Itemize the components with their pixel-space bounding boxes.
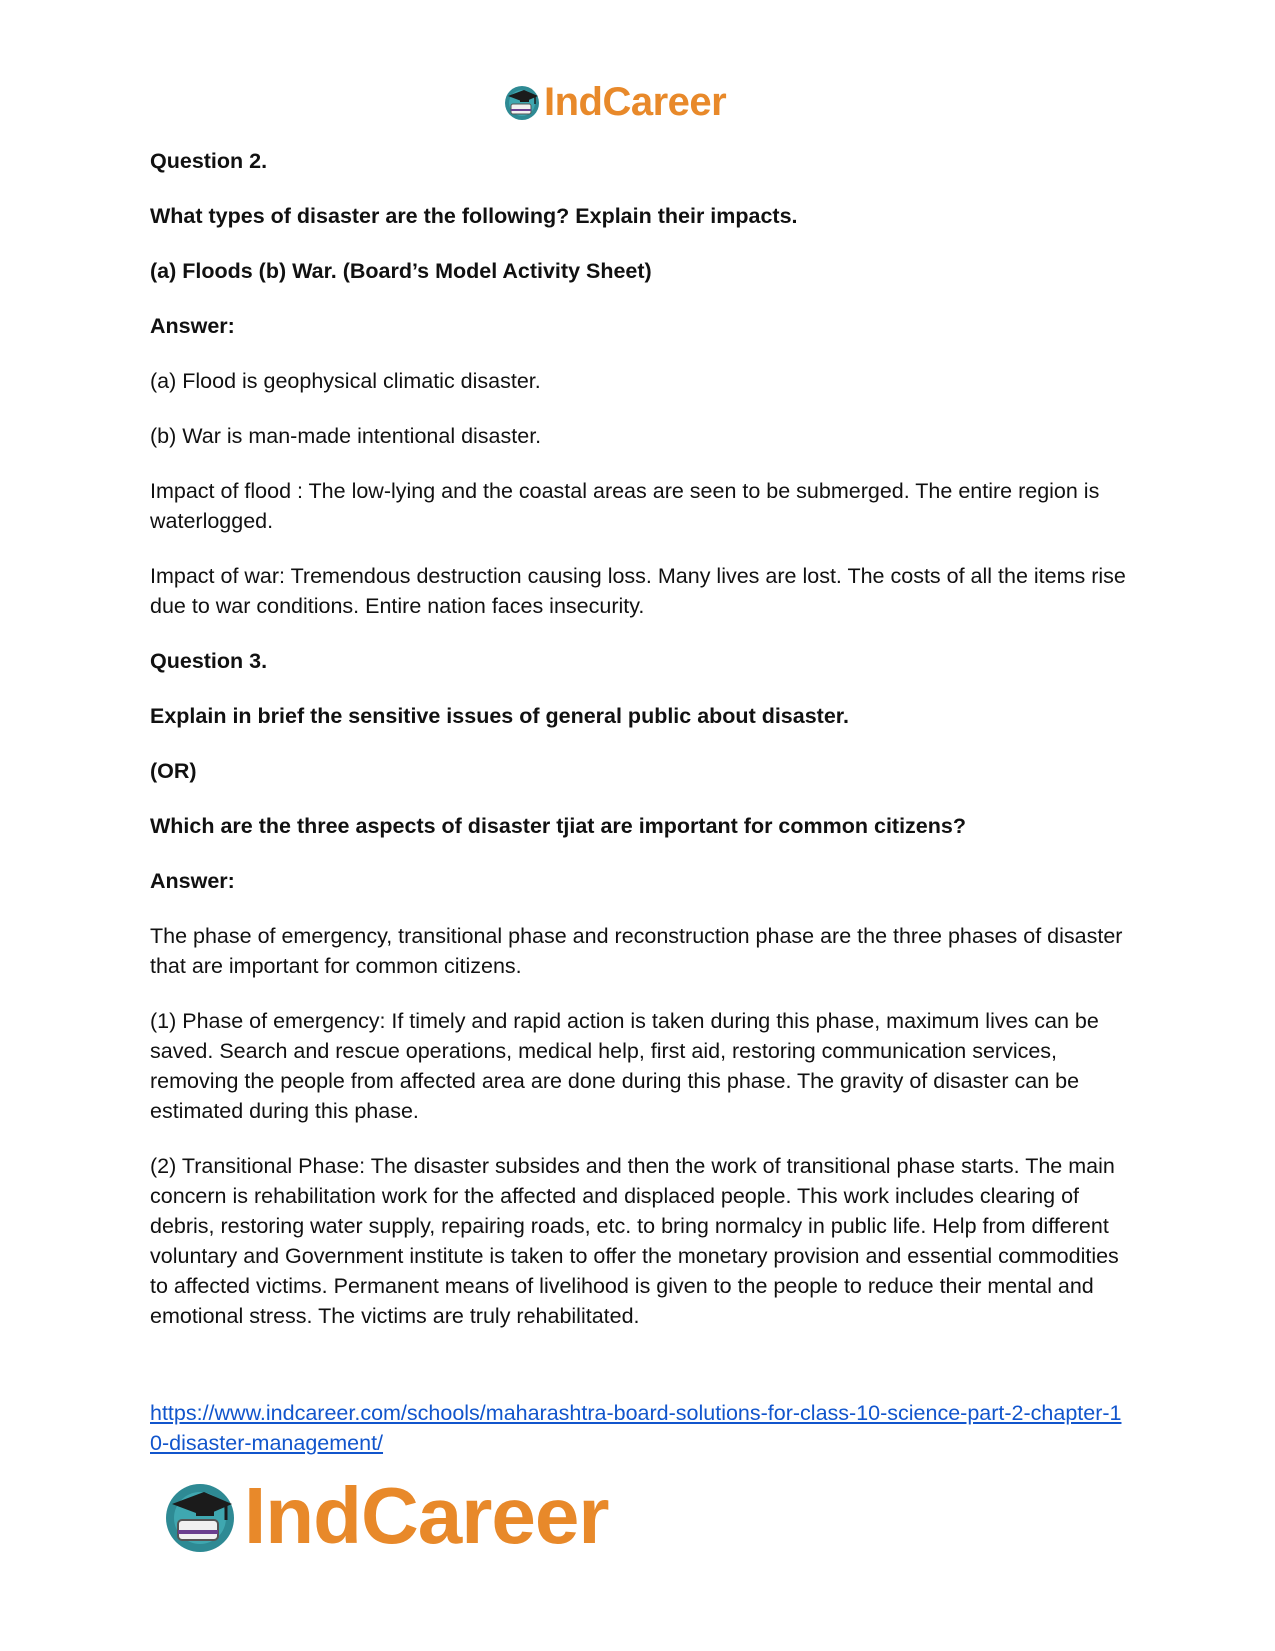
impact-of-war: Impact of war: Tremendous destruction causing loss. Many lives are lost. The costs of all the items rise due to war conditions. Entire nation faces insecurity.: [150, 564, 1126, 618]
header-logo: [502, 80, 726, 124]
graduation-cap-globe-icon: [160, 1476, 240, 1556]
logo-wordmark: IndCareer: [244, 1471, 609, 1560]
answer-2b: (b) War is man-made intentional disaster.: [150, 424, 542, 448]
question-2-subtext: (a) Floods (b) War. (Board’s Model Activity Sheet): [150, 259, 652, 283]
logo-wordmark: IndCareer: [544, 80, 727, 124]
question-2-heading: Question 2.: [150, 149, 268, 173]
answer-3-transitional-phase: (2) Transitional Phase: The disaster subsides and then the work of transitional phase starts. The main concern is rehabilitation work for the affected and displaced people. This work includes clearing of debris, restoring water supply, repairing roads, etc. to bring normalcy in public life. Help from different voluntary and Government institute is taken to offer the monetary provision and essential commodities to affected victims. Permanent means of livelihood is given to the people to reduce their mental and emotional stress. The victims are truly rehabilitated.: [150, 1154, 1119, 1328]
answer-3-intro: The phase of emergency, transitional phase and reconstruction phase are the three phases of disaster that are important for common citizens.: [150, 924, 1123, 978]
answer-3-phase-emergency: (1) Phase of emergency: If timely and rapid action is taken during this phase, maximum lives can be saved. Search and rescue operations, medical help, first aid, restoring communication services, removing the people from affected area are done during this phase. The gravity of disaster can be estimated during this phase.: [150, 1009, 1099, 1123]
question-2-answer-label: Answer:: [150, 314, 235, 338]
question-3-text: Explain in brief the sensitive issues of general public about disaster.: [150, 704, 849, 728]
question-3-or: (OR): [150, 759, 197, 783]
question-3-answer-label: Answer:: [150, 869, 235, 893]
impact-of-flood: Impact of flood : The low-lying and the coastal areas are seen to be submerged. The entire region is waterlogged.: [150, 479, 1100, 533]
question-3-alt-text: Which are the three aspects of disaster tjiat are important for common citizens?: [150, 814, 966, 838]
footer-logo: [160, 1471, 609, 1560]
source-url-link[interactable]: https://www.indcareer.com/schools/maharashtra-board-solutions-for-class-10-science-part-2-chapter-10-disaster-management/: [150, 1401, 1122, 1455]
answer-2a: (a) Flood is geophysical climatic disaster.: [150, 369, 541, 393]
question-3-heading: Question 3.: [150, 649, 268, 673]
question-2-text: What types of disaster are the following? Explain their impacts.: [150, 204, 798, 228]
graduation-cap-globe-icon: [502, 82, 542, 122]
document-body: [150, 146, 1130, 1356]
